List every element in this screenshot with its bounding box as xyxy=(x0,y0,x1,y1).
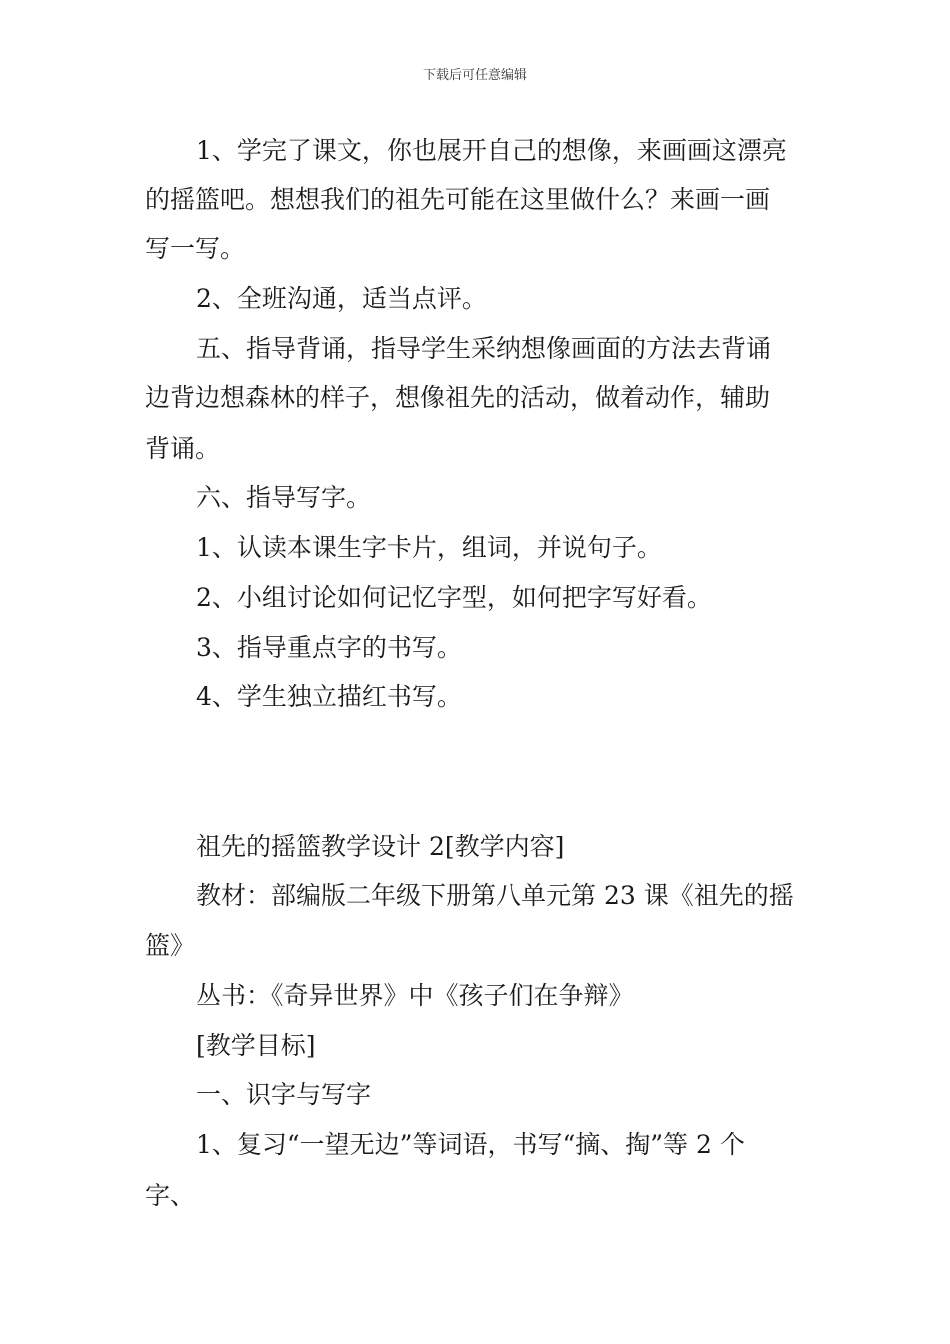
paragraph-line: 写一写。 xyxy=(145,234,246,263)
section-title: 祖先的摇篮教学设计 2[教学内容] xyxy=(196,832,565,861)
paragraph-line: 丛书：《奇异世界》中《孩子们在争辩》 xyxy=(196,981,634,1010)
paragraph-line: 背诵。 xyxy=(145,434,221,463)
paragraph-line: 教材：部编版二年级下册第八单元第 23 课《祖先的摇 xyxy=(196,881,794,910)
paragraph-line: 2、小组讨论如何记忆字型，如何把字写好看。 xyxy=(196,583,712,612)
paragraph-line: 一、识字与写字 xyxy=(196,1080,372,1109)
paragraph-line: 3、指导重点字的书写。 xyxy=(196,633,462,662)
paragraph-line: 六、指导写字。 xyxy=(196,483,372,512)
paragraph-line: 五、指导背诵，指导学生采纳想像画面的方法去背诵 xyxy=(196,334,772,363)
paragraph-line: 1、复习“一望无边”等词语，书写“摘、掏”等 2 个 xyxy=(196,1130,745,1159)
page-header: 下载后可任意编辑 xyxy=(422,68,527,83)
paragraph-line: 1、认读本课生字卡片，组词，并说句子。 xyxy=(196,533,662,562)
paragraph-line: 1、学完了课文，你也展开自己的想像，来画画这漂亮 xyxy=(196,136,787,165)
paragraph-line: 的摇篮吧。想想我们的祖先可能在这里做什么？来画一画 xyxy=(145,185,771,214)
paragraph-line: 2、全班沟通，适当点评。 xyxy=(196,284,487,313)
paragraph-line: 字、 xyxy=(145,1181,196,1210)
paragraph-line: 4、学生独立描红书写。 xyxy=(196,682,462,711)
paragraph-line: [教学目标] xyxy=(196,1031,316,1060)
paragraph-line: 篮》 xyxy=(145,931,196,960)
paragraph-line: 边背边想森林的样子，想像祖先的活动，做着动作，辅助 xyxy=(145,383,771,412)
